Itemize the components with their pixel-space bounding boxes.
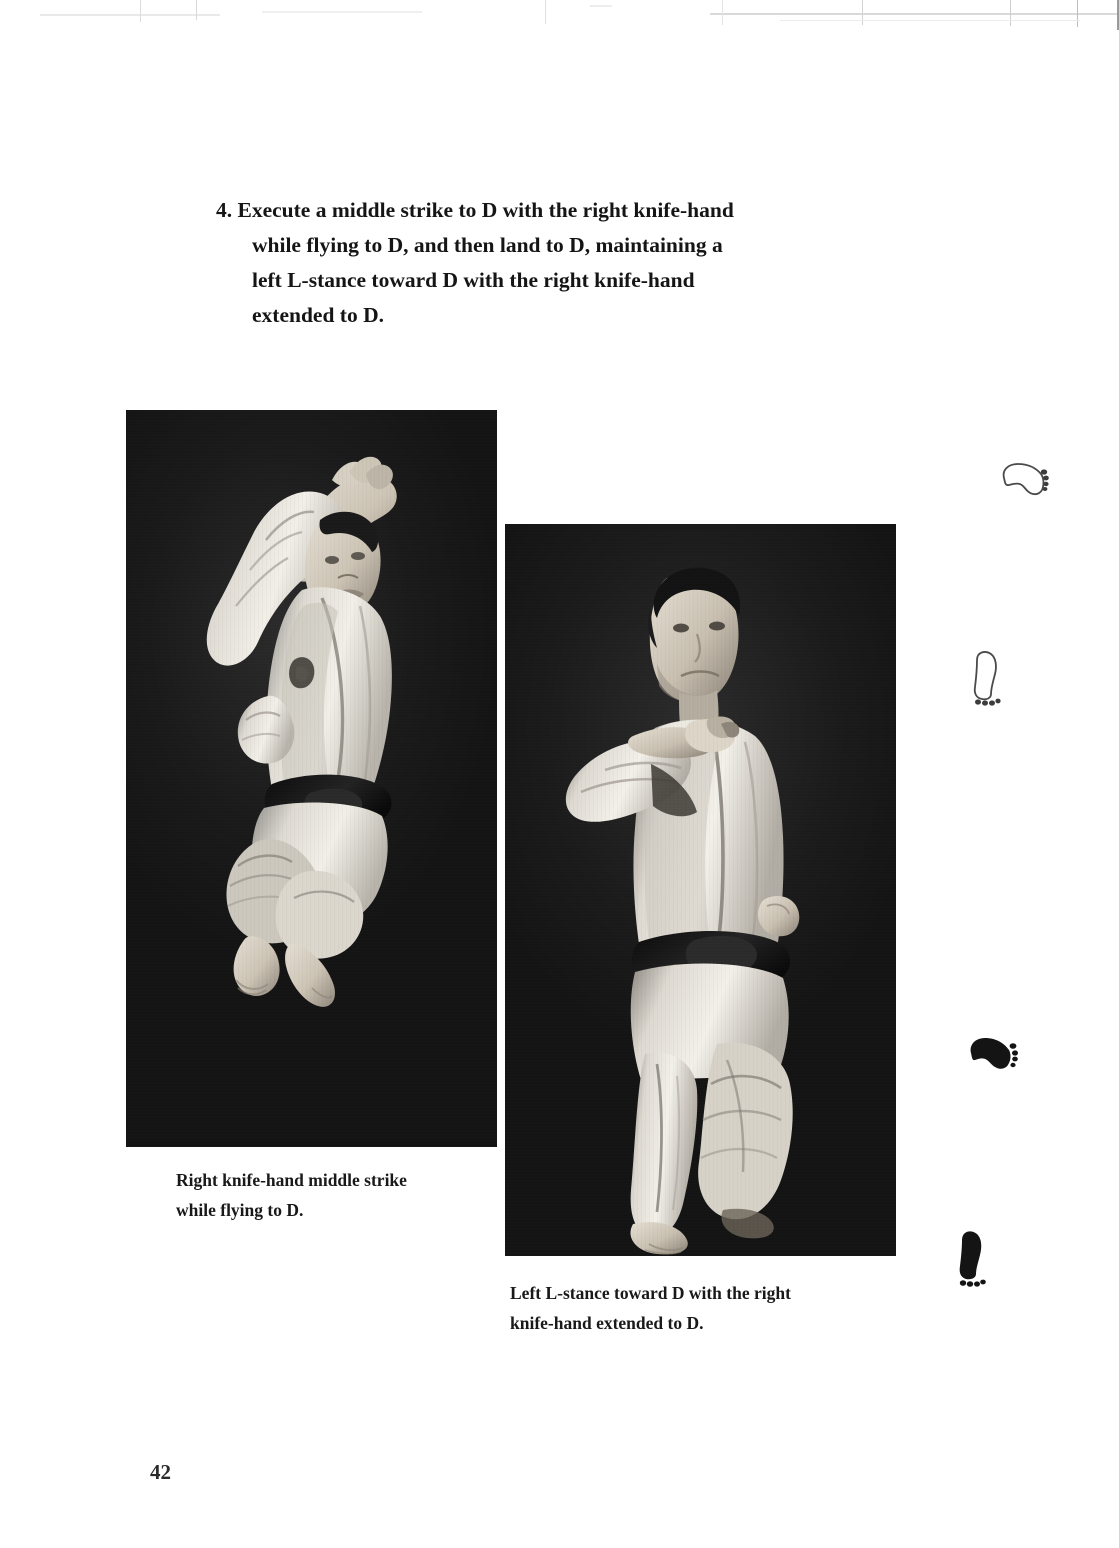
l-stance-figure xyxy=(505,524,896,1256)
flying-strike-photo xyxy=(126,410,497,1147)
page-number: 42 xyxy=(150,1460,171,1484)
flying-strike-caption xyxy=(176,1165,407,1225)
outline-horizontal-footprint-icon xyxy=(996,458,1052,502)
flying-strike-figure xyxy=(126,410,497,1147)
caption-line: Right knife-hand middle strike xyxy=(176,1170,407,1190)
scan-artifact-band xyxy=(0,0,1119,34)
outline-vertical-footprint-icon xyxy=(965,648,1011,710)
scan-artifact-line xyxy=(196,0,197,20)
l-stance-caption xyxy=(510,1278,791,1338)
scan-artifact-line xyxy=(710,13,1118,15)
caption-line: while flying to D. xyxy=(176,1200,304,1220)
scan-artifact-line xyxy=(262,11,422,13)
scan-artifact-line xyxy=(590,5,612,7)
solid-horizontal-footprint-icon xyxy=(963,1033,1019,1077)
instruction-line-3: left L-stance toward D with the right knife-hand xyxy=(252,268,695,292)
l-stance-photo xyxy=(505,524,896,1256)
scan-artifact-line xyxy=(722,0,723,25)
instruction-line-4: extended to D. xyxy=(252,303,384,327)
solid-vertical-footprint-icon xyxy=(950,1228,996,1290)
caption-line: Left L-stance toward D with the right xyxy=(510,1283,791,1303)
instruction-paragraph xyxy=(216,193,848,333)
scan-artifact-line xyxy=(545,0,546,24)
instruction-line-2: while flying to D, and then land to D, maintaining a xyxy=(252,233,723,257)
scan-artifact-line xyxy=(140,0,141,22)
scan-artifact-line xyxy=(1010,0,1011,26)
scan-artifact-line xyxy=(1077,0,1078,27)
caption-line: knife-hand extended to D. xyxy=(510,1313,704,1333)
scan-artifact-line xyxy=(40,14,220,16)
instruction-line-1: 4. Execute a middle strike to D with the right knife-hand xyxy=(216,198,734,222)
scan-artifact-line xyxy=(780,20,1080,21)
scan-artifact-line xyxy=(862,0,863,25)
